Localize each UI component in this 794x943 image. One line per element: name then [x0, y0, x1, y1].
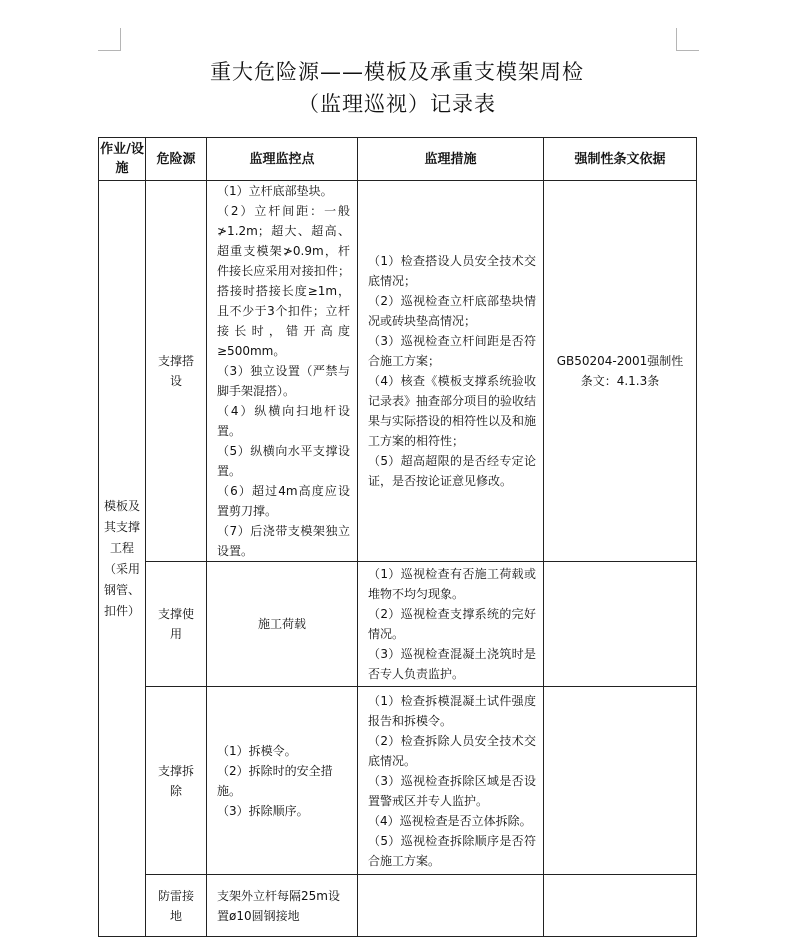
measure-item: （5）超高超限的是否经专定论证，是否按论证意见修改。: [368, 454, 536, 488]
control-points-cell: 支架外立杆每隔25m设置ø10圆钢接地: [207, 875, 358, 937]
mandatory-basis-cell: [544, 687, 697, 875]
measure-item: （1）检查拆模混凝土试件强度报告和拆模令。: [368, 693, 536, 728]
table-row: [99, 687, 697, 875]
document-title: 重大危险源——模板及承重支模架周检: [210, 60, 584, 84]
control-point-item: （2）拆除时的安全措施。: [217, 763, 333, 798]
control-point-item: （1）拆模令。: [217, 743, 297, 758]
measures-cell: [358, 875, 544, 937]
hazard-cell: 支撑使用: [146, 562, 207, 687]
facility-cell: 模板及其支撑工程（采用钢管、扣件）: [99, 181, 146, 937]
control-point-item: （3）独立设置（严禁与脚手架混搭）。: [217, 364, 350, 398]
page-corner-mark-top-right: [676, 28, 699, 51]
table-row: [99, 562, 697, 687]
control-point-item: （3）拆除顺序。: [217, 803, 309, 818]
measure-item: （4）巡视检查是否立体拆除。: [368, 813, 532, 828]
control-point-item: （4）纵横向扫地杆设置。: [217, 404, 350, 438]
mandatory-basis-cell: [544, 875, 697, 937]
mandatory-basis-cell: GB50204-2001强制性条文：4.1.3条: [544, 181, 697, 562]
measures-cell: [358, 181, 544, 562]
measure-item: （3）巡视检查拆除区域是否设置警戒区并专人监护。: [368, 773, 536, 808]
hazard-cell: 支撑拆除: [146, 687, 207, 875]
control-points-cell: 施工荷载: [207, 562, 358, 687]
measures-cell: [358, 562, 544, 687]
page-corner-mark-top-left: [98, 28, 121, 51]
measure-item: （4）核查《模板支撑系统验收记录表》抽查部分项目的验收结果与实际搭设的相符性以及和施工方案的相符性；: [368, 374, 537, 448]
header-hazard: 危险源: [146, 138, 207, 181]
measure-item: （1）巡视检查有否施工荷载或堆物不均匀现象。: [368, 567, 536, 601]
hazard-cell: 支撑搭设: [146, 181, 207, 562]
control-points-cell: [207, 181, 358, 562]
header-measures: 监理措施: [358, 138, 544, 181]
measure-item: （1）检查搭设人员安全技术交底情况；: [368, 254, 536, 288]
table-row: [99, 181, 697, 562]
measures-cell: [358, 687, 544, 875]
measure-item: （3）巡视检查混凝土浇筑时是否专人负责监护。: [368, 647, 536, 681]
control-point-item: （2）立杆间距：一般≯1.2m；超大、超高、超重支模架≯0.9m，杆件接长应采用对接扣件；搭接时搭接长度≥1m，且不少于3个扣件；立杆接长时，错开高度≥500mm。: [217, 204, 350, 358]
measure-item: （3）巡视检查立杆间距是否符合施工方案；: [368, 334, 536, 368]
header-facility: 作业/设施: [99, 138, 146, 181]
mandatory-basis-cell: [544, 562, 697, 687]
header-control-points: 监理监控点: [207, 138, 358, 181]
inspection-record-table: [98, 137, 697, 937]
control-points-cell: [207, 687, 358, 875]
control-point-item: （1）立杆底部垫块。: [217, 184, 333, 198]
measure-item: （2）巡视检查立杆底部垫块情况或砖块垫高情况；: [368, 294, 536, 328]
control-point-item: （7）后浇带支模架独立设置。: [217, 524, 350, 558]
measure-item: （5）巡视检查拆除顺序是否符合施工方案。: [368, 833, 536, 868]
table-header-row: [99, 138, 697, 181]
document-subtitle: （监理巡视）记录表: [298, 92, 496, 116]
header-mandatory-basis: 强制性条文依据: [544, 138, 697, 181]
measure-item: （2）巡视检查支撑系统的完好情况。: [368, 607, 536, 641]
table-row: [99, 875, 697, 937]
control-point-item: （5）纵横向水平支撑设置。: [217, 444, 350, 478]
measure-item: （2）检查拆除人员安全技术交底情况。: [368, 733, 536, 768]
hazard-cell: 防雷接地: [146, 875, 207, 937]
control-point-item: （6）超过4m高度应设置剪刀撑。: [217, 484, 350, 518]
